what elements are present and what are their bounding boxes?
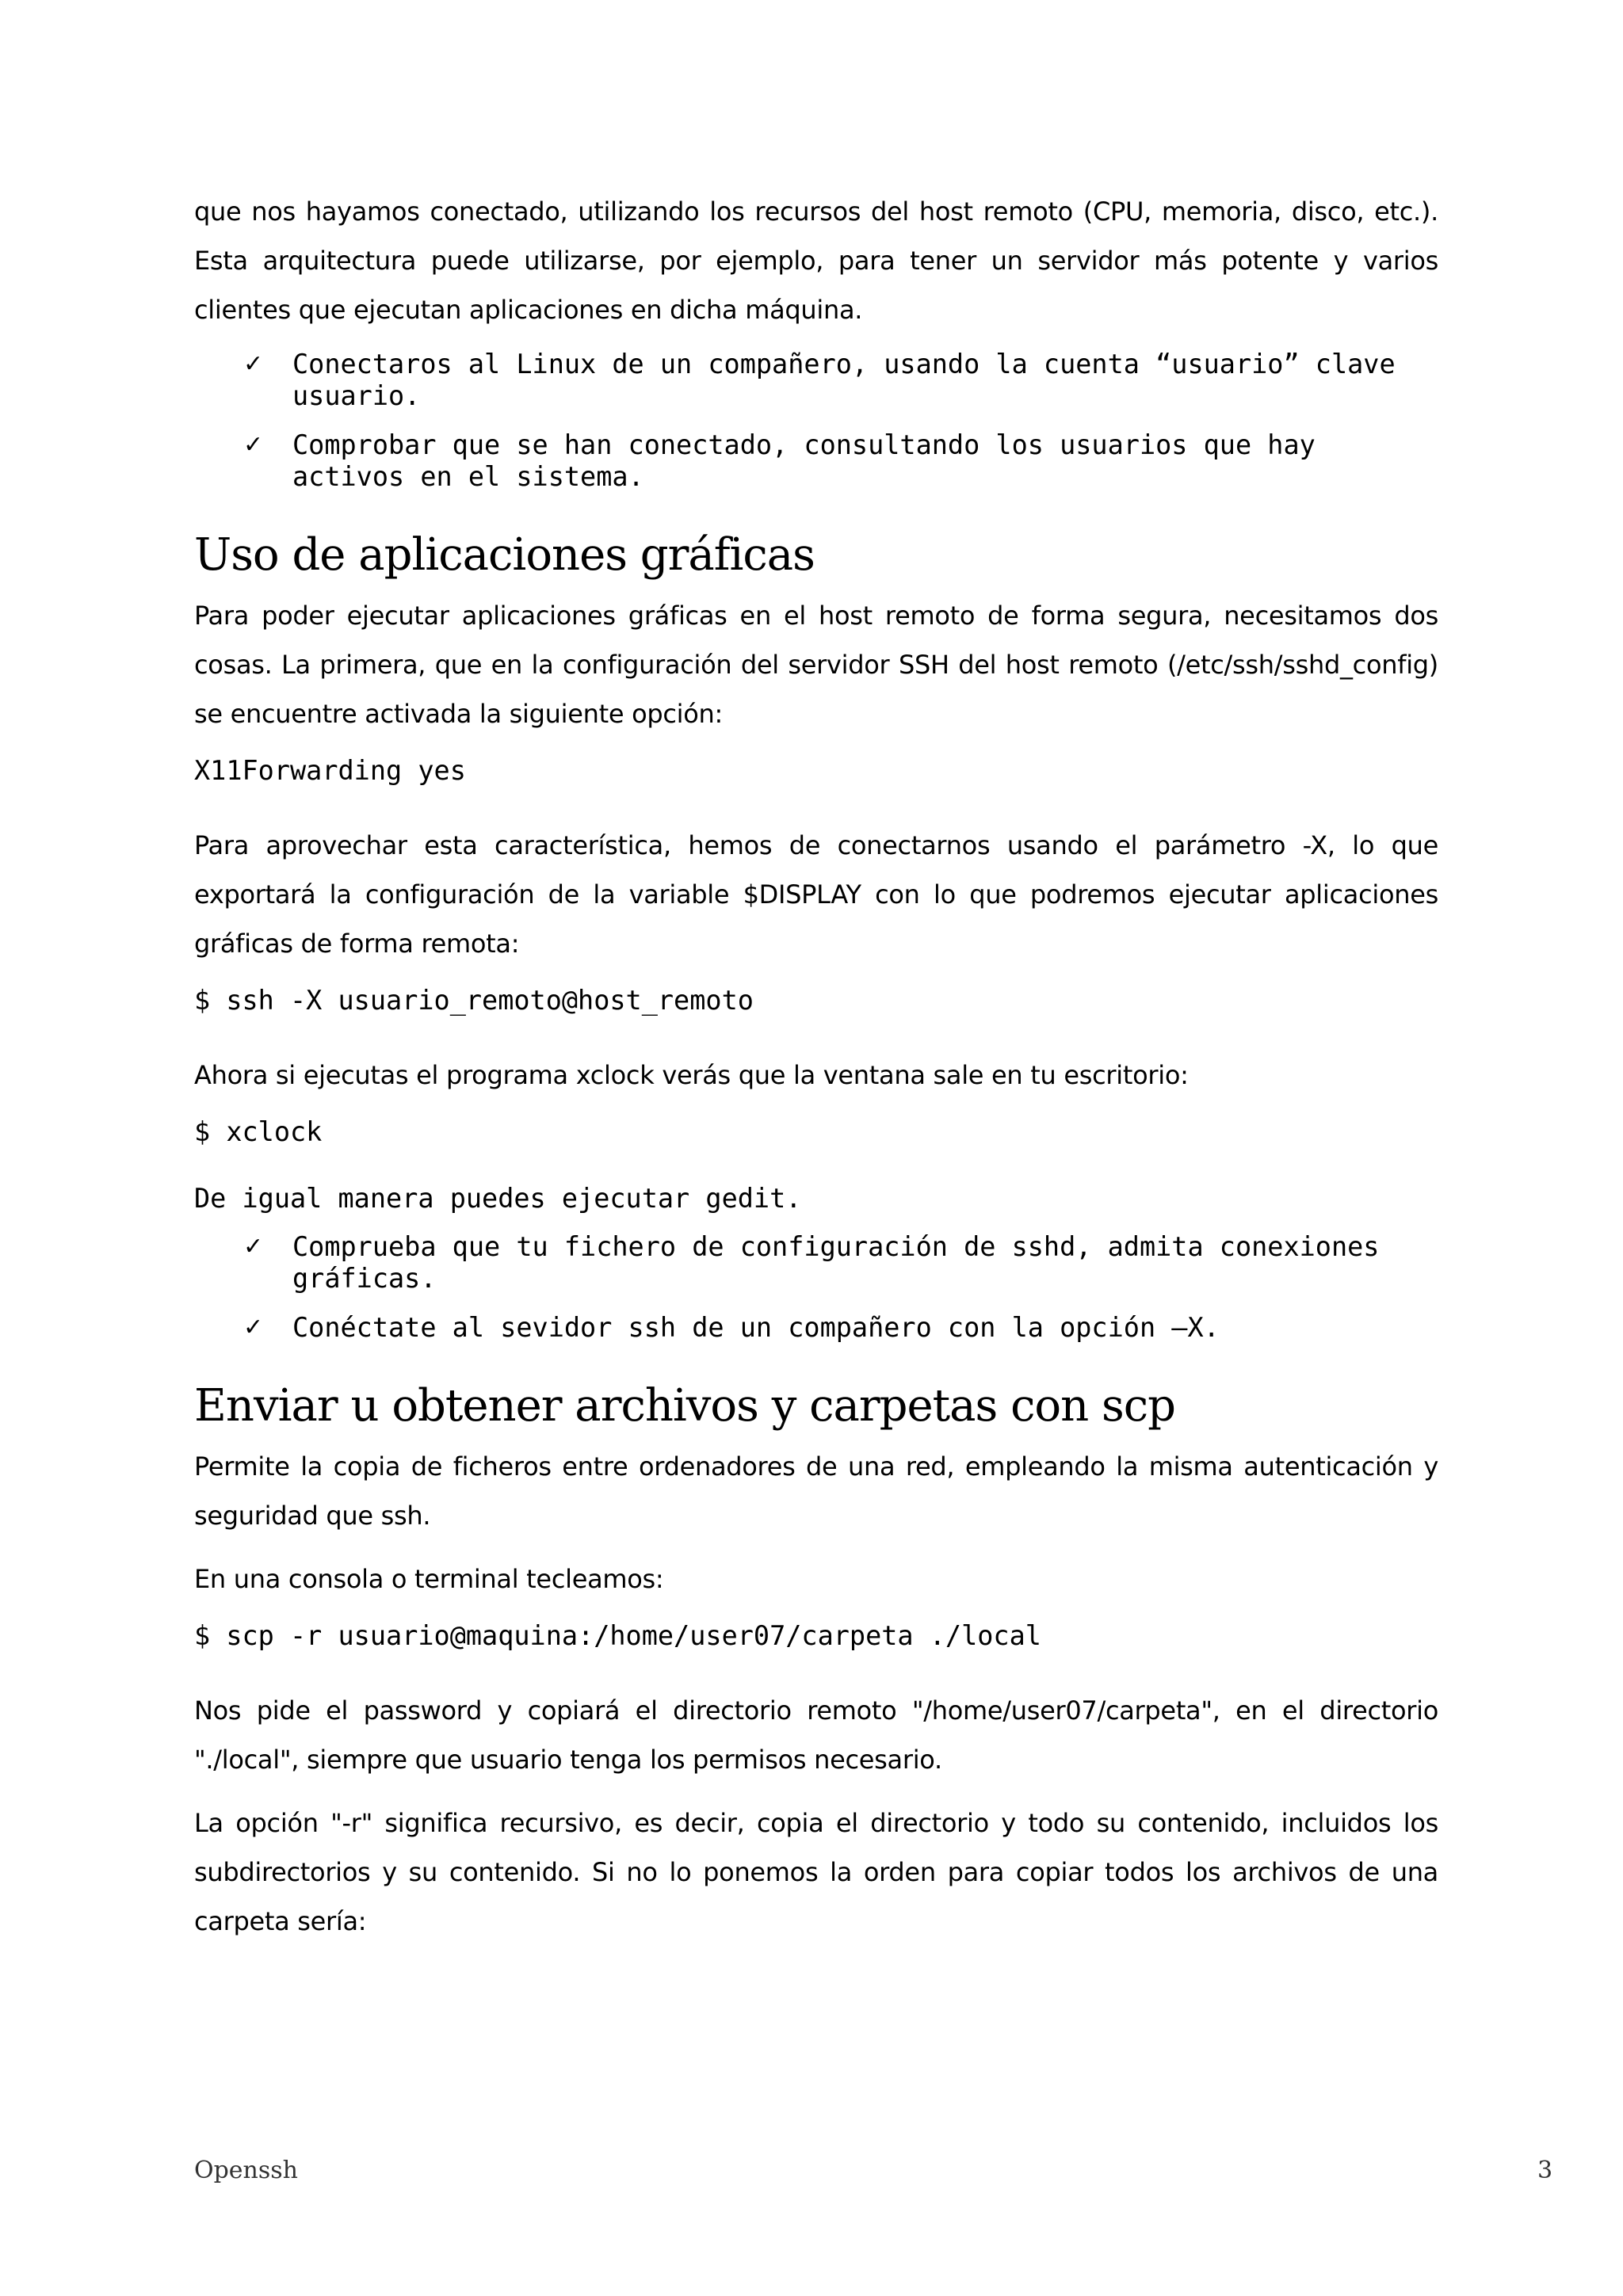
section-heading-graphics: Uso de aplicaciones gráficas — [194, 529, 815, 581]
checklist-item-text: Conectaros al Linux de un compañero, usando la cuenta “usuario” clave usuario. — [292, 349, 1396, 411]
code-gedit-note: De igual manera puedes ejecutar gedit. — [194, 1183, 802, 1214]
checklist-item-text: Conéctate al sevidor ssh de un compañero con la opción –X. — [292, 1312, 1220, 1343]
graphics-paragraph-2: Para aprovechar esta característica, hemos de conectarnos usando el parámetro -X, lo que exportará la configuración de la variable $DISPLAY con lo que podremos ejecutar aplicaciones gráficas de forma remota: — [194, 830, 1438, 959]
page-number: 3 — [1537, 2157, 1553, 2184]
intro-checklist — [194, 349, 1438, 493]
graphics-paragraph-3: Ahora si ejecutas el programa xclock verás que la ventana sale en tu escritorio: — [194, 1060, 1189, 1090]
intro-paragraph: que nos hayamos conectado, utilizando los recursos del host remoto (CPU, memoria, disco, etc.). Esta arquitectura puede utilizarse, por ejemplo, para tener un servidor más potente y varios clientes que ejecutan aplicaciones en dicha máquina. — [194, 196, 1438, 325]
scp-paragraph-4: La opción "-r" significa recursivo, es decir, copia el directorio y todo su contenido, incluidos los subdirectorios y su contenido. Si no lo ponemos la orden para copiar todos los archivos de una carpeta sería: — [194, 1808, 1438, 1936]
code-ssh-x: $ ssh -X usuario_remoto@host_remoto — [194, 985, 754, 1016]
code-scp: $ scp -r usuario@maquina:/home/user07/carpeta ./local — [194, 1620, 1041, 1651]
section-heading-scp: Enviar u obtener archivos y carpetas con scp — [194, 1380, 1175, 1432]
scp-paragraph-1: Permite la copia de ficheros entre ordenadores de una red, empleando la misma autenticación y seguridad que ssh. — [194, 1451, 1438, 1531]
graphics-paragraph-1: Para poder ejecutar aplicaciones gráficas en el host remoto de forma segura, necesitamos dos cosas. La primera, que en la configuración del servidor SSH del host remoto (/etc/ssh/sshd_config) se encuentre activada la siguiente opción: — [194, 601, 1438, 729]
checklist-item — [194, 429, 1438, 493]
graphics-checklist — [194, 1231, 1438, 1344]
page-content — [194, 187, 1438, 1960]
checklist-item-text: Comprobar que se han conectado, consultando los usuarios que hay activos en el sistema. — [292, 429, 1316, 492]
checkmark-icon: ✓ — [243, 1233, 264, 1261]
checklist-item — [194, 349, 1438, 412]
checklist-item — [194, 1231, 1438, 1295]
checkmark-icon: ✓ — [243, 350, 264, 378]
scp-paragraph-2: En una consola o terminal tecleamos: — [194, 1564, 664, 1594]
code-x11forwarding: X11Forwarding yes — [194, 755, 466, 786]
scp-paragraph-3: Nos pide el password y copiará el directorio remoto "/home/user07/carpeta", en el directorio "./local", siempre que usuario tenga los permisos necesario. — [194, 1695, 1438, 1775]
checklist-item-text: Comprueba que tu fichero de configuración de sshd, admita conexiones gráficas. — [292, 1231, 1380, 1294]
checklist-item — [194, 1312, 1438, 1344]
checkmark-icon: ✓ — [243, 1314, 264, 1341]
checkmark-icon: ✓ — [243, 431, 264, 459]
code-xclock: $ xclock — [194, 1116, 323, 1147]
footer-title: Openssh — [194, 2157, 298, 2184]
